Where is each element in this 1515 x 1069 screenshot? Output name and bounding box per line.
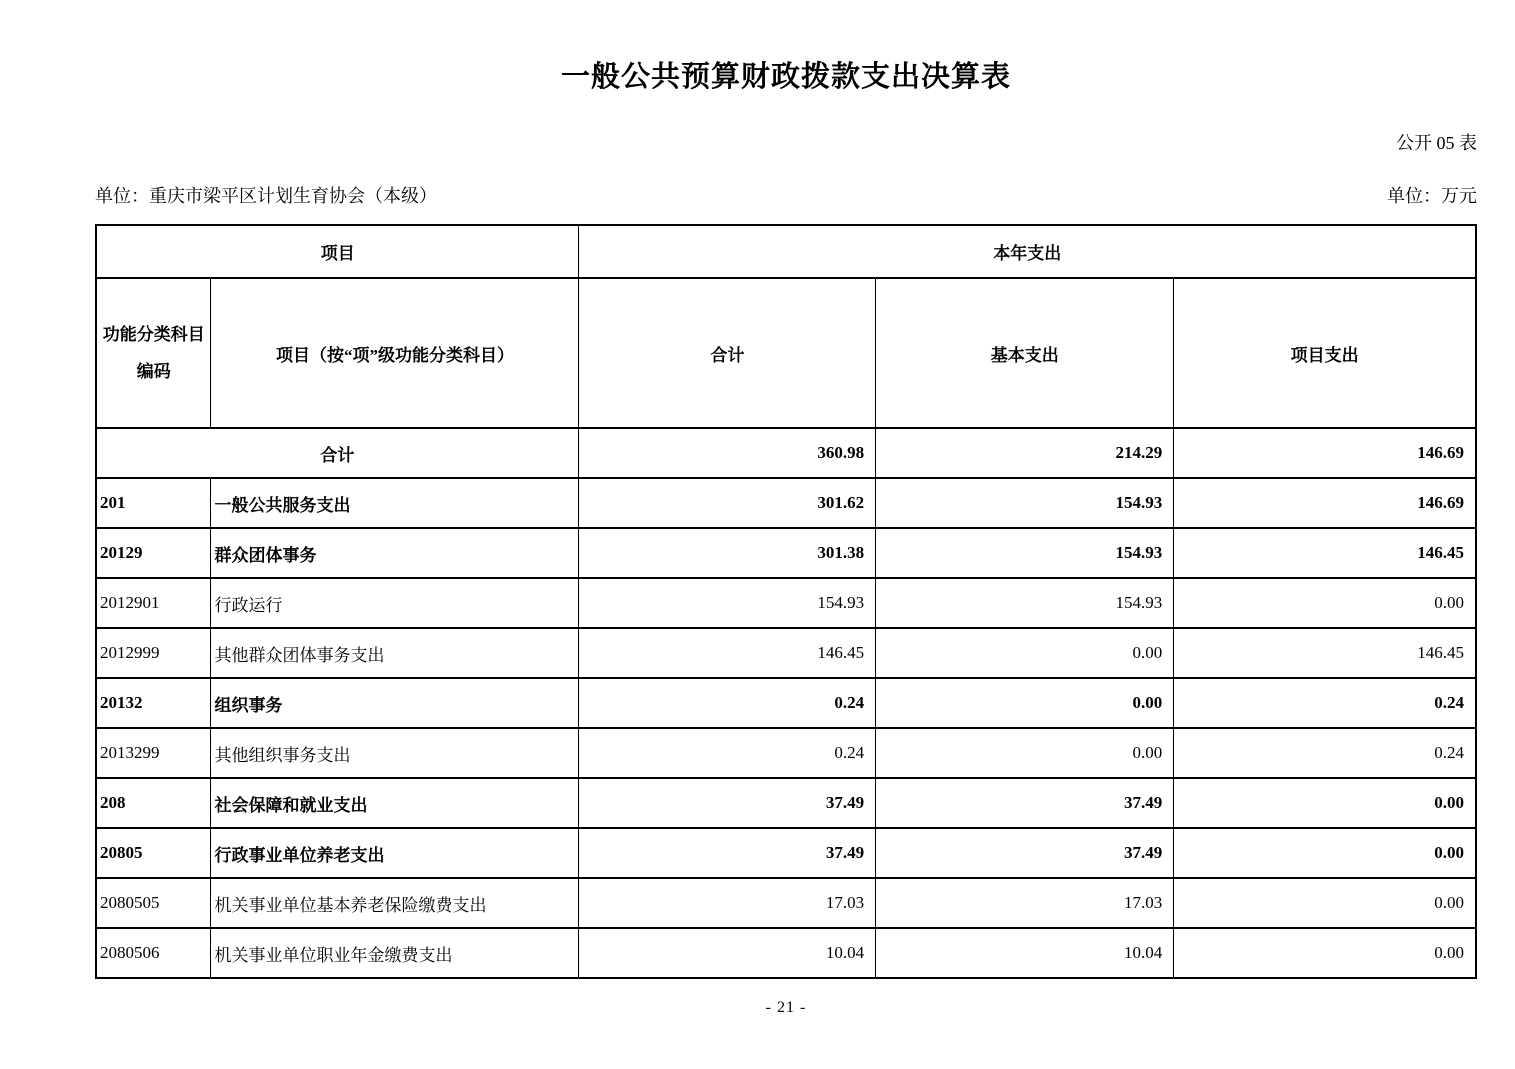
cell-project-expenditure: 0.24 <box>1174 728 1476 778</box>
document-page <box>95 0 1477 1017</box>
cell-total: 301.62 <box>579 478 876 528</box>
header-basic-expenditure: 基本支出 <box>876 278 1174 428</box>
cell-project-expenditure: 146.69 <box>1174 428 1476 478</box>
cell-basic-expenditure: 37.49 <box>876 778 1174 828</box>
cell-project-expenditure: 0.00 <box>1174 928 1476 978</box>
cell-project-expenditure: 0.24 <box>1174 678 1476 728</box>
header-current-year-group: 本年支出 <box>579 225 1476 278</box>
cell-total: 0.24 <box>579 678 876 728</box>
header-group-row <box>96 225 1476 278</box>
cell-function-code: 20805 <box>96 828 211 878</box>
cell-total: 301.38 <box>579 528 876 578</box>
cell-item-name: 行政运行 <box>211 578 579 628</box>
cell-basic-expenditure: 214.29 <box>876 428 1174 478</box>
cell-item-name: 社会保障和就业支出 <box>211 778 579 828</box>
cell-item-name: 其他群众团体事务支出 <box>211 628 579 678</box>
table-row <box>96 478 1476 528</box>
cell-project-expenditure: 0.00 <box>1174 828 1476 878</box>
cell-item-name: 行政事业单位养老支出 <box>211 828 579 878</box>
table-row <box>96 878 1476 928</box>
cell-function-code: 208 <box>96 778 211 828</box>
reporting-unit-label: 单位：重庆市梁平区计划生育协会（本级） <box>95 186 437 206</box>
header-project-expenditure: 项目支出 <box>1174 278 1476 428</box>
cell-basic-expenditure: 154.93 <box>876 528 1174 578</box>
cell-item-name: 组织事务 <box>211 678 579 728</box>
cell-item-name: 机关事业单位职业年金缴费支出 <box>211 928 579 978</box>
table-code-label: 公开 05 表 <box>1396 133 1477 153</box>
cell-item-name: 一般公共服务支出 <box>211 478 579 528</box>
cell-total: 146.45 <box>579 628 876 678</box>
cell-project-expenditure: 146.45 <box>1174 528 1476 578</box>
cell-total: 10.04 <box>579 928 876 978</box>
cell-project-expenditure: 146.69 <box>1174 478 1476 528</box>
cell-function-code: 20132 <box>96 678 211 728</box>
header-item: 项目（按“项”级功能分类科目） <box>211 278 579 428</box>
cell-function-code: 201 <box>96 478 211 528</box>
cell-function-code: 2080505 <box>96 878 211 928</box>
cell-basic-expenditure: 0.00 <box>876 628 1174 678</box>
cell-function-code: 2012999 <box>96 628 211 678</box>
cell-basic-expenditure: 154.93 <box>876 478 1174 528</box>
cell-basic-expenditure: 0.00 <box>876 678 1174 728</box>
cell-basic-expenditure: 17.03 <box>876 878 1174 928</box>
table-row <box>96 578 1476 628</box>
cell-function-code: 2013299 <box>96 728 211 778</box>
page-title: 一般公共预算财政拨款支出决算表 <box>560 61 1011 93</box>
header-function-code <box>96 278 211 428</box>
table-row <box>96 778 1476 828</box>
cell-project-expenditure: 0.00 <box>1174 578 1476 628</box>
cell-total: 360.98 <box>579 428 876 478</box>
table-row <box>96 828 1476 878</box>
header-function-code-line1: 功能分类科目 <box>102 325 205 344</box>
header-total: 合计 <box>579 278 876 428</box>
header-function-code-line2: 编码 <box>136 362 171 381</box>
cell-item-name: 合计 <box>96 428 579 478</box>
cell-project-expenditure: 0.00 <box>1174 878 1476 928</box>
meta-row <box>95 183 1477 209</box>
cell-total: 0.24 <box>579 728 876 778</box>
cell-function-code: 20129 <box>96 528 211 578</box>
table-header <box>96 225 1476 428</box>
page-number: - 21 - <box>765 999 807 1016</box>
table-row <box>96 928 1476 978</box>
cell-basic-expenditure: 0.00 <box>876 728 1174 778</box>
cell-total: 17.03 <box>579 878 876 928</box>
unit-of-measure-label: 单位：万元 <box>1387 186 1477 206</box>
cell-basic-expenditure: 37.49 <box>876 828 1174 878</box>
header-columns-row <box>96 278 1476 428</box>
cell-item-name: 机关事业单位基本养老保险缴费支出 <box>211 878 579 928</box>
cell-total: 37.49 <box>579 828 876 878</box>
cell-item-name: 群众团体事务 <box>211 528 579 578</box>
cell-basic-expenditure: 154.93 <box>876 578 1174 628</box>
table-row <box>96 428 1476 478</box>
cell-basic-expenditure: 10.04 <box>876 928 1174 978</box>
cell-total: 154.93 <box>579 578 876 628</box>
header-project-group: 项目 <box>96 225 579 278</box>
table-body <box>96 428 1476 978</box>
cell-item-name: 其他组织事务支出 <box>211 728 579 778</box>
cell-total: 37.49 <box>579 778 876 828</box>
cell-project-expenditure: 146.45 <box>1174 628 1476 678</box>
table-row <box>96 628 1476 678</box>
expenditure-table <box>95 224 1477 979</box>
cell-function-code: 2012901 <box>96 578 211 628</box>
table-row <box>96 728 1476 778</box>
table-row <box>96 678 1476 728</box>
cell-function-code: 2080506 <box>96 928 211 978</box>
table-row <box>96 528 1476 578</box>
cell-project-expenditure: 0.00 <box>1174 778 1476 828</box>
